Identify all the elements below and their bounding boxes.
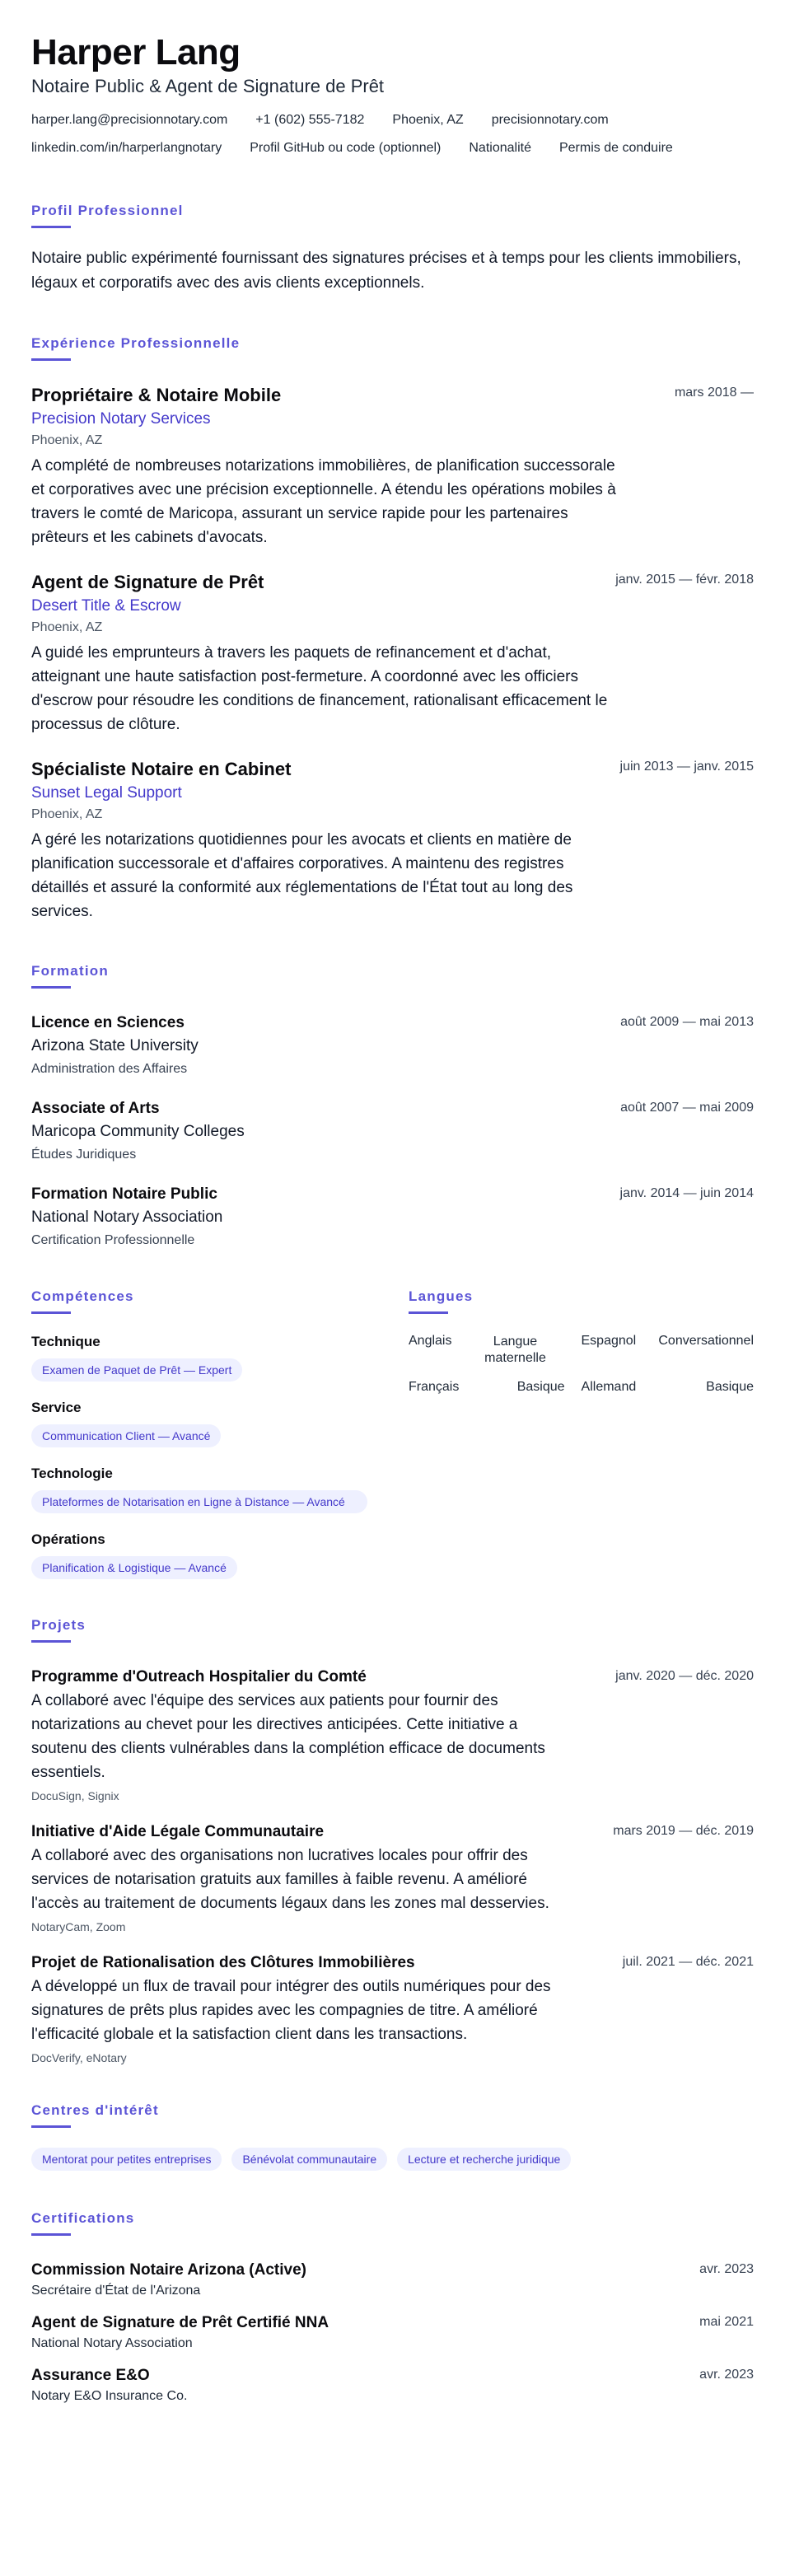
contact-github[interactable]: Profil GitHub ou code (optionnel) [250,141,442,155]
language-item [582,1380,754,1395]
education-item [31,1013,754,1078]
edu-dates: août 2009 — mai 2013 [620,1015,754,1029]
language-level: Basique [706,1380,754,1394]
language-level: Conversationnel [658,1334,754,1348]
contact-linkedin[interactable]: linkedin.com/in/harperlangnotary [31,141,222,155]
resume-header [31,31,754,157]
job-location: Phoenix, AZ [31,433,103,447]
contact-location: Phoenix, AZ [392,113,464,127]
section-divider [31,1640,71,1643]
profile-summary: Notaire public expérimenté fournissant des signatures précises et à temps pour les clients immobiliers, légaux et corporatifs avec des avis clients exceptionnels. [31,250,741,292]
job-dates: juin 2013 — janv. 2015 [619,760,754,774]
cert-date: avr. 2023 [699,2262,754,2276]
language-level: Basique [516,1380,565,1394]
cert-date: avr. 2023 [699,2368,754,2382]
section-divider [31,2125,71,2128]
section-title-projects: Projets [31,1617,86,1633]
skill-category: Technologie [31,1466,113,1481]
language-name: Espagnol [581,1334,637,1348]
job-dates: mars 2018 — [674,386,754,400]
experience-item [31,758,754,923]
cert-issuer: Secrétaire d'État de l'Arizona [31,2284,201,2298]
section-divider [31,358,71,361]
edu-school: National Notary Association [31,1209,223,1226]
section-title-education: Formation [31,963,109,979]
project-dates: mars 2019 — déc. 2019 [613,1824,754,1838]
section-title-experience: Expérience Professionnelle [31,335,241,351]
language-name: Français [409,1380,460,1394]
skill-category: Opérations [31,1531,105,1547]
language-item [409,1380,582,1395]
project-item [31,1822,754,1933]
cert-date: mai 2021 [699,2315,754,2329]
skill-chip: Planification & Logistique — Avancé [31,1556,237,1579]
project-tech: DocuSign, Signix [31,1789,119,1802]
cert-name: Assurance E&O [31,2367,150,2384]
interest-list [31,2148,754,2171]
cert-name: Agent de Signature de Prêt Certifié NNA [31,2314,329,2331]
section-divider [31,986,71,989]
section-divider [409,1311,448,1314]
project-title: Projet de Rationalisation des Clôtures Immobilières [31,1954,415,1971]
project-title: Programme d'Outreach Hospitalier du Comté [31,1668,367,1685]
language-row [409,1380,754,1395]
project-dates: janv. 2020 — déc. 2020 [615,1669,754,1683]
job-dates: janv. 2015 — févr. 2018 [615,573,754,587]
edu-degree: Formation Notaire Public [31,1185,217,1203]
certifications-section [31,2210,754,2404]
profile-section [31,203,754,296]
language-name: Allemand [581,1380,637,1394]
job-description: A géré les notarizations quotidiennes pour les avocats et clients en matière de planification successorale et d'affaires corporatives. A maintenu des registres détaillés et assuré la conformité aux réglementations de l'État tout au long des services. [31,831,573,920]
experience-section [31,335,754,923]
interest-chip: Mentorat pour petites entreprises [31,2148,222,2171]
project-title: Initiative d'Aide Légale Communautaire [31,1823,325,1840]
section-divider [31,2233,71,2236]
skill-chip: Communication Client — Avancé [31,1424,221,1447]
section-divider [31,226,71,228]
edu-field: Études Juridiques [31,1148,137,1162]
job-title: Spécialiste Notaire en Cabinet [31,759,292,779]
contact-email[interactable]: harper.lang@precisionnotary.com [31,113,228,127]
job-title: Agent de Signature de Prêt [31,572,264,592]
cert-name: Commission Notaire Arizona (Active) [31,2261,306,2279]
person-headline: Notaire Public & Agent de Signature de Prêt [31,76,385,96]
project-item [31,1667,754,1802]
edu-school: Maricopa Community Colleges [31,1123,245,1140]
language-row [409,1334,754,1367]
language-name: Anglais [409,1334,452,1348]
edu-field: Administration des Affaires [31,1062,188,1076]
section-title-languages: Langues [409,1288,474,1304]
section-divider [31,1311,71,1314]
section-title-certifications: Certifications [31,2210,135,2226]
edu-dates: janv. 2014 — juin 2014 [619,1186,754,1200]
edu-degree: Associate of Arts [31,1100,160,1117]
skill-group [31,1400,377,1447]
project-dates: juil. 2021 — déc. 2021 [622,1955,754,1969]
job-company: Sunset Legal Support [31,784,182,802]
job-description: A complété de nombreuses notarizations immobilières, de planification successorale et corporatives avec une précision exceptionnelle. A étendu les opérations mobiles à travers le comté de Maricopa, assurant un service rapide pour les partenaires prêteurs et les cabinets d'avocats. [31,457,616,546]
skill-category: Technique [31,1334,100,1349]
project-description: A développé un flux de travail pour intégrer des outils numériques pour des signatures de prêts plus rapides avec les compagnies de titre. A amélioré l'efficacité globale et la satisfaction client dans les transactions. [31,1978,551,2043]
projects-section [31,1617,754,2064]
cert-issuer: Notary E&O Insurance Co. [31,2389,188,2403]
contact-license: Permis de conduire [558,141,673,155]
job-description: A guidé les emprunteurs à travers les paquets de refinancement et d'achat, atteignant une haute satisfaction post-fermeture. A coordonné avec les officiers d'escrow pour résoudre les conditions de financement, rationalisant efficacement le processus de clôture. [31,644,608,733]
interests-section [31,2102,754,2171]
experience-item [31,384,754,549]
skill-group [31,1334,377,1382]
skill-chip: Examen de Paquet de Prêt — Expert [31,1358,242,1382]
section-title-interests: Centres d'intérêt [31,2102,159,2118]
person-name: Harper Lang [31,32,241,72]
interest-chip: Bénévolat communautaire [231,2148,387,2171]
skill-category: Service [31,1400,82,1415]
skill-group [31,1466,377,1513]
cert-issuer: National Notary Association [31,2336,193,2350]
job-location: Phoenix, AZ [31,620,103,634]
section-title-profile: Profil Professionnel [31,203,184,218]
contact-list [31,112,754,157]
job-location: Phoenix, AZ [31,807,103,821]
edu-school: Arizona State University [31,1037,199,1054]
edu-dates: août 2007 — mai 2009 [620,1101,754,1115]
project-tech: NotaryCam, Zoom [31,1920,126,1933]
edu-field: Certification Professionnelle [31,1233,195,1247]
contact-phone[interactable]: +1 (602) 555-7182 [255,113,365,127]
skill-chip: Plateformes de Notarisation en Ligne à Distance — Avancé [31,1490,367,1513]
job-company: Desert Title & Escrow [31,597,181,615]
languages-section [409,1288,754,1579]
language-item [409,1334,582,1367]
job-company: Precision Notary Services [31,410,211,428]
language-level: Langue maternelle [484,1335,546,1365]
certification-item [31,2313,754,2351]
education-item [31,1185,754,1249]
project-description: A collaboré avec l'équipe des services aux patients pour fournir des notarizations au chevet pour les directives anticipées. Cette initiative a soutenu des clients vulnérables dans la complétion efficace de documents essentiels. [31,1692,545,1781]
job-title: Propriétaire & Notaire Mobile [31,385,282,405]
edu-degree: Licence en Sciences [31,1014,185,1031]
experience-item [31,571,754,736]
certification-item [31,2260,754,2298]
contact-website[interactable]: precisionnotary.com [491,113,609,127]
skill-group [31,1531,377,1579]
education-item [31,1099,754,1163]
education-section [31,963,754,1249]
language-item [582,1334,755,1367]
project-item [31,1953,754,2064]
skills-languages-row [31,1288,754,1579]
interest-chip: Lecture et recherche juridique [397,2148,571,2171]
project-tech: DocVerify, eNotary [31,2051,127,2064]
project-description: A collaboré avec des organisations non lucratives locales pour offrir des services de notarisation gratuits aux familles à faible revenu. A amélioré l'accès au traitement de documents légaux dans les zones mal desservies. [31,1847,549,1912]
section-title-skills: Compétences [31,1288,134,1304]
contact-nationality: Nationalité [469,141,531,155]
skills-section [31,1288,377,1579]
certification-item [31,2366,754,2404]
